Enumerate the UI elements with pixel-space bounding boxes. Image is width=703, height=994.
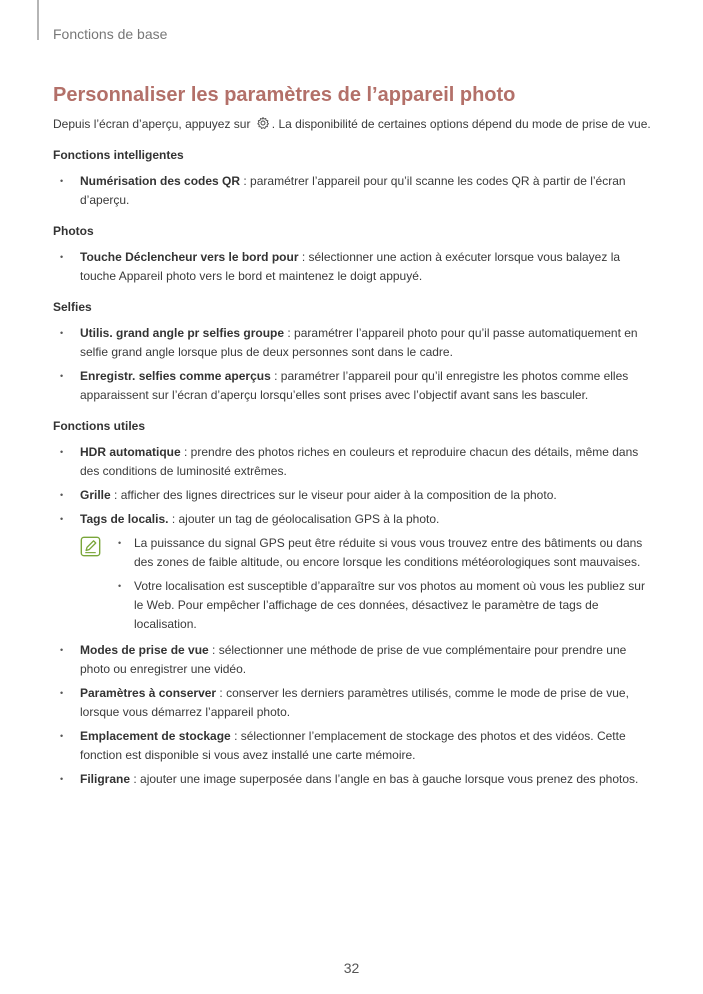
item-term: HDR automatique xyxy=(80,445,181,459)
note-list xyxy=(80,534,653,634)
page-title: Personnaliser les paramètres de l’appareil photo xyxy=(53,84,516,106)
gear-icon xyxy=(256,116,270,130)
useful-list-b xyxy=(53,641,653,789)
item-term: Tags de localis. xyxy=(80,512,169,526)
item-desc: : sélectionner une méthode de prise de vue complémentaire pour prendre une photo ou enregistrer une vidéo. xyxy=(80,643,627,676)
item-term: Filigrane xyxy=(80,772,131,786)
note-item: • La puissance du signal GPS peut être réduite si vous vous trouvez entre des bâtiments ou dans des zones de faible altitude, ou encore lorsque les conditions météorologiques sont mauvaises. xyxy=(134,534,653,572)
item-desc: : conserver les derniers paramètres utilisés, comme le mode de prise de vue, lorsque vous démarrez l’appareil photo. xyxy=(80,686,629,719)
section-header: Fonctions de base xyxy=(53,26,168,42)
list-item xyxy=(53,684,653,722)
intro-text-after: . La disponibilité de certaines options dépend du mode de prise de vue. xyxy=(271,117,651,131)
list-item xyxy=(53,443,653,481)
list-item xyxy=(53,172,653,210)
note-item: • Votre localisation est susceptible d’apparaître sur vos photos au moment où vous les publiez sur le Web. Pour empêcher l’affichage de ces données, désactivez le paramètre de tags de localisation. xyxy=(134,577,653,634)
intro-paragraph xyxy=(53,115,653,134)
item-desc: : ajouter une image superposée dans l’angle en bas à gauche lorsque vous prenez des photos. xyxy=(130,772,639,786)
useful-list-a xyxy=(53,443,653,529)
item-term: Touche Déclencheur vers le bord pour xyxy=(80,250,299,264)
note-icon xyxy=(80,536,101,557)
header-rule xyxy=(37,0,39,40)
intro-text-before: Depuis l’écran d’aperçu, appuyez sur xyxy=(53,117,251,131)
item-desc: : afficher des lignes directrices sur le viseur pour aider à la composition de la photo. xyxy=(110,488,557,502)
list-item xyxy=(53,367,653,405)
smart-list xyxy=(53,172,653,210)
section-title-photos: Photos xyxy=(53,224,94,238)
section-title-smart: Fonctions intelligentes xyxy=(53,148,184,162)
item-term: Enregistr. selfies comme aperçus xyxy=(80,369,271,383)
item-term: Grille xyxy=(80,488,111,502)
item-term: Numérisation des codes QR xyxy=(80,174,241,188)
list-item xyxy=(53,510,653,529)
list-item xyxy=(53,770,653,789)
selfies-list xyxy=(53,324,653,405)
section-title-selfies: Selfies xyxy=(53,300,92,314)
item-term: Paramètres à conserver xyxy=(80,686,217,700)
list-item xyxy=(53,248,653,286)
item-term: Utilis. grand angle pr selfies groupe xyxy=(80,326,285,340)
list-item xyxy=(53,727,653,765)
note-block xyxy=(80,534,653,634)
item-desc: : paramétrer l’appareil pour qu’il enregistre les photos comme elles apparaissent sur l’écran d’aperçu lorsqu’elles sont prises avec l’objectif avant sans les basculer. xyxy=(80,369,629,402)
list-item xyxy=(53,641,653,679)
list-item xyxy=(53,324,653,362)
list-item xyxy=(53,486,653,505)
item-desc: : paramétrer l’appareil pour qu’il scanne les codes QR à partir de l’écran d’aperçu. xyxy=(80,174,626,207)
photos-list xyxy=(53,248,653,286)
item-desc: : prendre des photos riches en couleurs et reproduire chacun des détails, même dans des conditions de luminosité extrêmes. xyxy=(80,445,639,478)
page-number: 32 xyxy=(343,960,360,976)
item-desc: : paramétrer l’appareil photo pour qu’il passe automatiquement en selfie grand angle lorsque plus de deux personnes sont dans le cadre. xyxy=(80,326,638,359)
section-title-useful: Fonctions utiles xyxy=(53,419,146,433)
main-content xyxy=(53,83,653,794)
item-term: Emplacement de stockage xyxy=(80,729,231,743)
item-desc: : sélectionner l’emplacement de stockage des photos et des vidéos. Cette fonction est disponible si vous avez installé une carte mémoire. xyxy=(80,729,626,762)
item-desc: : sélectionner une action à exécuter lorsque vous balayez la touche Appareil photo vers le bord et maintenez le doigt appuyé. xyxy=(80,250,621,283)
item-desc: : ajouter un tag de géolocalisation GPS à la photo. xyxy=(168,512,440,526)
item-term: Modes de prise de vue xyxy=(80,643,209,657)
